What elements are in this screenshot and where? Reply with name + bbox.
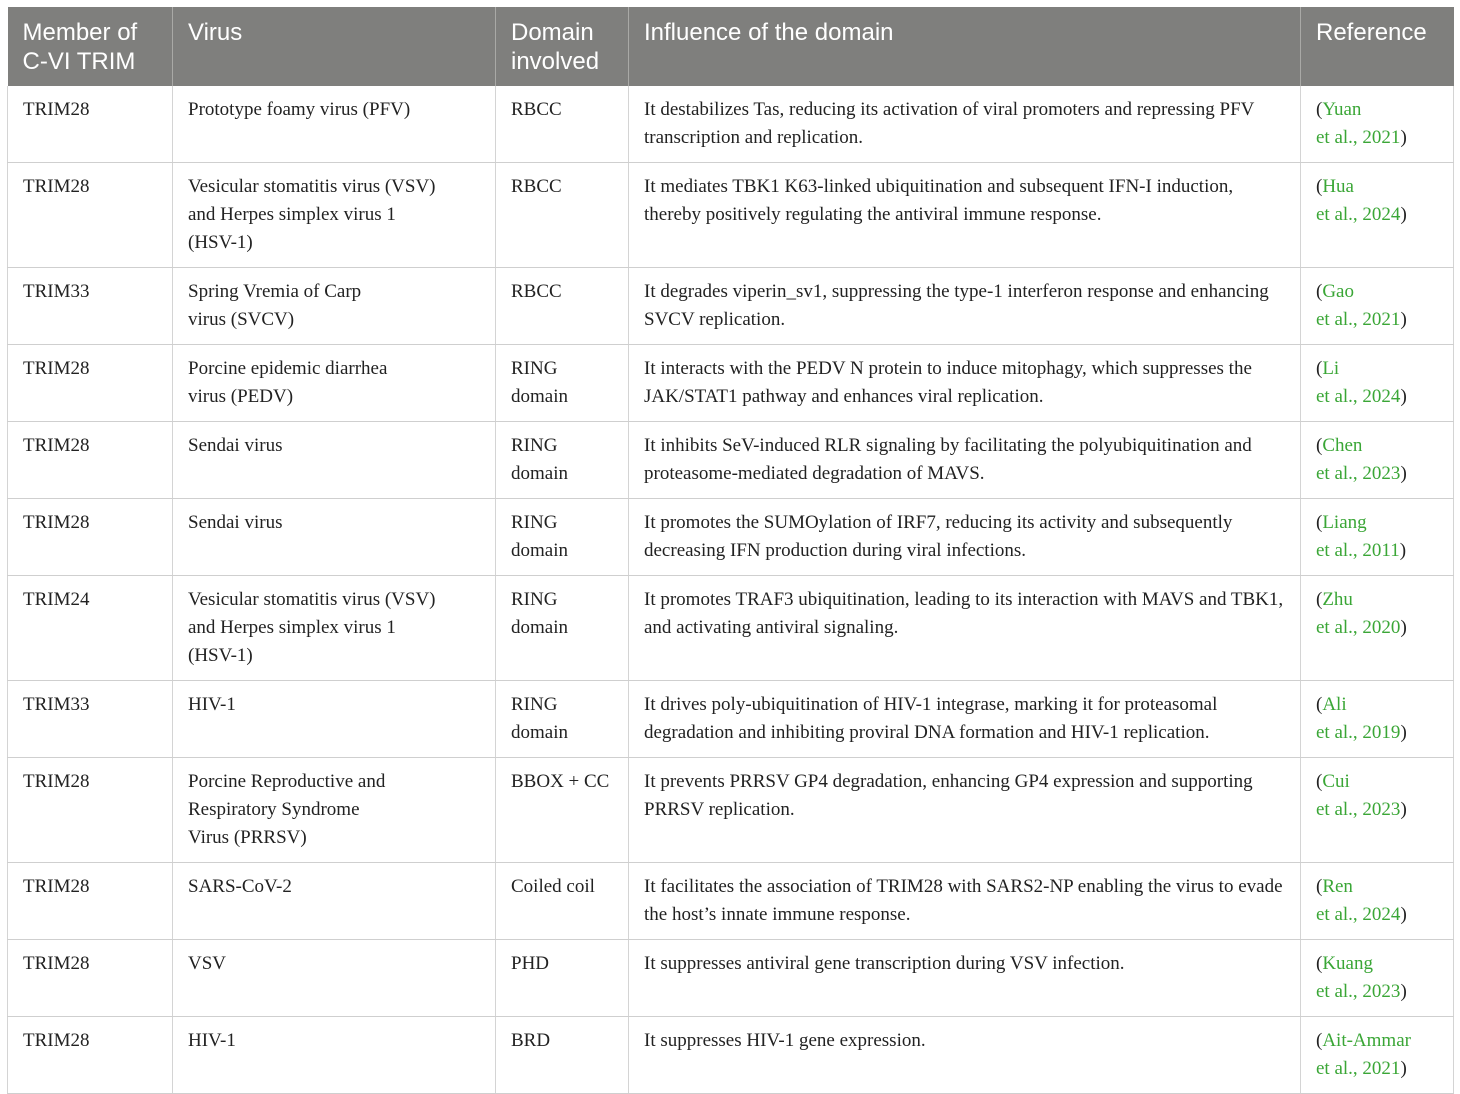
virus-cell: Vesicular stomatitis virus (VSV) and Herpes simplex virus 1 (HSV-1)	[173, 576, 496, 681]
table-row	[8, 86, 1454, 163]
reference-cell: (Kuang et al., 2023)	[1301, 940, 1454, 1017]
influence-cell: It destabilizes Tas, reducing its activation of viral promoters and repressing PFV transcription and replication.	[629, 86, 1301, 163]
reference-year[interactable]: et al., 2020	[1316, 617, 1401, 638]
table-row	[8, 681, 1454, 758]
influence-cell: It degrades viperin_sv1, suppressing the type-1 interferon response and enhancing SVCV replication.	[629, 268, 1301, 345]
reference-author[interactable]: Gao	[1322, 281, 1354, 302]
member-cell: TRIM33	[8, 268, 173, 345]
header-influence: Influence of the domain	[629, 7, 1301, 86]
domain-cell: Coiled coil	[496, 863, 629, 940]
reference-author[interactable]: Ren	[1322, 876, 1353, 897]
trim-domain-table	[7, 7, 1454, 1094]
header-reference: Reference	[1301, 7, 1454, 86]
influence-cell: It promotes TRAF3 ubiquitination, leading to its interaction with MAVS and TBK1, and activating antiviral signaling.	[629, 576, 1301, 681]
table-header	[8, 7, 1454, 86]
reference-link[interactable]	[1316, 281, 1400, 330]
influence-cell: It suppresses HIV-1 gene expression.	[629, 1017, 1301, 1094]
member-cell: TRIM28	[8, 499, 173, 576]
member-cell: TRIM28	[8, 940, 173, 1017]
reference-link[interactable]	[1316, 358, 1400, 407]
reference-cell: (Yuan et al., 2021)	[1301, 86, 1454, 163]
member-cell: TRIM28	[8, 758, 173, 863]
reference-cell: (Li et al., 2024)	[1301, 345, 1454, 422]
reference-cell: (Hua et al., 2024)	[1301, 163, 1454, 268]
influence-cell: It suppresses antiviral gene transcription during VSV infection.	[629, 940, 1301, 1017]
reference-year[interactable]: et al., 2023	[1316, 799, 1401, 820]
virus-cell: HIV-1	[173, 1017, 496, 1094]
table-row	[8, 345, 1454, 422]
reference-year[interactable]: et al., 2011	[1316, 540, 1400, 561]
table-row	[8, 758, 1454, 863]
reference-author[interactable]: Li	[1322, 358, 1340, 379]
influence-cell: It facilitates the association of TRIM28 with SARS2-NP enabling the virus to evade the host’s innate immune response.	[629, 863, 1301, 940]
reference-link[interactable]	[1316, 435, 1400, 484]
virus-cell: Sendai virus	[173, 499, 496, 576]
reference-cell: (Chen et al., 2023)	[1301, 422, 1454, 499]
virus-cell: Prototype foamy virus (PFV)	[173, 86, 496, 163]
reference-link[interactable]	[1316, 1030, 1411, 1079]
member-cell: TRIM28	[8, 422, 173, 499]
table-row	[8, 422, 1454, 499]
reference-link[interactable]	[1316, 953, 1400, 1002]
influence-cell: It promotes the SUMOylation of IRF7, reducing its activity and subsequently decreasing IFN production during viral infections.	[629, 499, 1301, 576]
reference-link[interactable]	[1316, 176, 1400, 225]
header-row	[8, 7, 1454, 86]
reference-year[interactable]: et al., 2023	[1316, 463, 1401, 484]
domain-cell: RBCC	[496, 268, 629, 345]
domain-cell: RBCC	[496, 86, 629, 163]
domain-cell: BBOX + CC	[496, 758, 629, 863]
table-row	[8, 576, 1454, 681]
table-row	[8, 940, 1454, 1017]
virus-cell: Sendai virus	[173, 422, 496, 499]
reference-year[interactable]: et al., 2019	[1316, 722, 1401, 743]
table-row	[8, 1017, 1454, 1094]
reference-year[interactable]: et al., 2021	[1316, 309, 1401, 330]
virus-cell: SARS-CoV-2	[173, 863, 496, 940]
reference-author[interactable]: Kuang	[1322, 953, 1373, 974]
reference-cell: (Ait-Ammar et al., 2021)	[1301, 1017, 1454, 1094]
reference-author[interactable]: Chen	[1322, 435, 1363, 456]
virus-cell: Spring Vremia of Carp virus (SVCV)	[173, 268, 496, 345]
reference-year[interactable]: et al., 2023	[1316, 981, 1401, 1002]
reference-year[interactable]: et al., 2024	[1316, 386, 1401, 407]
virus-cell: Porcine Reproductive and Respiratory Syndrome Virus (PRRSV)	[173, 758, 496, 863]
reference-cell: (Cui et al., 2023)	[1301, 758, 1454, 863]
reference-author[interactable]: Ait-Ammar	[1322, 1030, 1411, 1051]
header-member: Member of C-VI TRIM	[8, 7, 173, 86]
member-cell: TRIM33	[8, 681, 173, 758]
domain-cell: BRD	[496, 1017, 629, 1094]
reference-link[interactable]	[1316, 771, 1400, 820]
reference-cell: (Liang et al., 2011)	[1301, 499, 1454, 576]
reference-author[interactable]: Zhu	[1322, 589, 1353, 610]
virus-cell: Vesicular stomatitis virus (VSV) and Herpes simplex virus 1 (HSV-1)	[173, 163, 496, 268]
reference-link[interactable]	[1316, 876, 1400, 925]
member-cell: TRIM24	[8, 576, 173, 681]
domain-cell: PHD	[496, 940, 629, 1017]
reference-author[interactable]: Ali	[1322, 694, 1347, 715]
member-cell: TRIM28	[8, 163, 173, 268]
reference-year[interactable]: et al., 2021	[1316, 127, 1401, 148]
reference-author[interactable]: Cui	[1322, 771, 1350, 792]
influence-cell: It mediates TBK1 K63-linked ubiquitination and subsequent IFN-I induction, thereby positively regulating the antiviral immune response.	[629, 163, 1301, 268]
reference-link[interactable]	[1316, 694, 1400, 743]
table-body	[8, 86, 1454, 1094]
member-cell: TRIM28	[8, 1017, 173, 1094]
reference-link[interactable]	[1316, 99, 1400, 148]
member-cell: TRIM28	[8, 345, 173, 422]
table-row	[8, 863, 1454, 940]
table-row	[8, 499, 1454, 576]
influence-cell: It prevents PRRSV GP4 degradation, enhancing GP4 expression and supporting PRRSV replication.	[629, 758, 1301, 863]
influence-cell: It interacts with the PEDV N protein to induce mitophagy, which suppresses the JAK/STAT1 pathway and enhances viral replication.	[629, 345, 1301, 422]
influence-cell: It inhibits SeV-induced RLR signaling by facilitating the polyubiquitination and proteasome-mediated degradation of MAVS.	[629, 422, 1301, 499]
domain-cell: RBCC	[496, 163, 629, 268]
reference-cell: (Zhu et al., 2020)	[1301, 576, 1454, 681]
reference-link[interactable]	[1316, 512, 1400, 561]
domain-cell: RING domain	[496, 345, 629, 422]
trim-domain-table-container	[7, 7, 1453, 1094]
virus-cell: HIV-1	[173, 681, 496, 758]
domain-cell: RING domain	[496, 422, 629, 499]
virus-cell: VSV	[173, 940, 496, 1017]
domain-cell: RING domain	[496, 576, 629, 681]
member-cell: TRIM28	[8, 86, 173, 163]
reference-author[interactable]: Yuan	[1322, 99, 1362, 120]
domain-cell: RING domain	[496, 499, 629, 576]
reference-year[interactable]: et al., 2021	[1316, 1058, 1401, 1079]
header-virus: Virus	[173, 7, 496, 86]
reference-cell: (Ren et al., 2024)	[1301, 863, 1454, 940]
member-cell: TRIM28	[8, 863, 173, 940]
influence-cell: It drives poly-ubiquitination of HIV-1 integrase, marking it for proteasomal degradation and inhibiting proviral DNA formation and HIV-1 replication.	[629, 681, 1301, 758]
table-row	[8, 268, 1454, 345]
reference-cell: (Gao et al., 2021)	[1301, 268, 1454, 345]
reference-cell: (Ali et al., 2019)	[1301, 681, 1454, 758]
reference-author[interactable]: Liang	[1322, 512, 1367, 533]
reference-link[interactable]	[1316, 589, 1400, 638]
reference-author[interactable]: Hua	[1322, 176, 1354, 197]
header-domain: Domain involved	[496, 7, 629, 86]
table-row	[8, 163, 1454, 268]
domain-cell: RING domain	[496, 681, 629, 758]
reference-year[interactable]: et al., 2024	[1316, 204, 1401, 225]
virus-cell: Porcine epidemic diarrhea virus (PEDV)	[173, 345, 496, 422]
reference-year[interactable]: et al., 2024	[1316, 904, 1401, 925]
